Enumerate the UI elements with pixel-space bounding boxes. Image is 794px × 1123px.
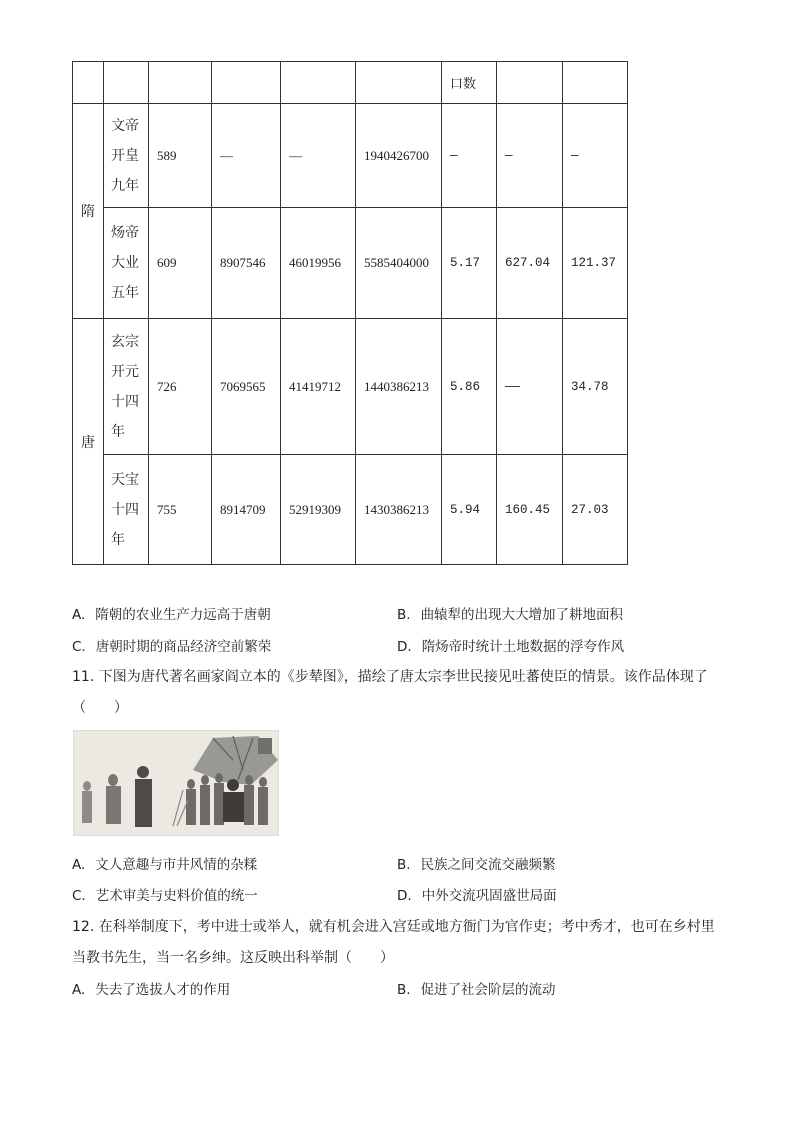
- per-capita-land-cell: 121.37: [563, 208, 628, 319]
- reign-line: 开元: [111, 363, 139, 380]
- q10-option-c[interactable]: [72, 635, 271, 655]
- option-text: 隋炀帝时统计土地数据的浮夸作风: [421, 639, 625, 655]
- option-text: 曲辕犁的出现大大增加了耕地面积: [420, 607, 624, 623]
- painting-image: [73, 730, 279, 836]
- q10-option-b[interactable]: [397, 603, 623, 623]
- table-cell: [212, 62, 281, 104]
- reign-cell: [104, 104, 149, 208]
- dynasty-cell: 唐: [73, 319, 104, 565]
- table-cell: [149, 62, 212, 104]
- reign-line: 大业: [111, 255, 139, 271]
- option-text: 中外交流巩固盛世局面: [421, 888, 557, 904]
- option-text: 艺术审美与史料价值的统一: [95, 888, 258, 904]
- option-text: 文人意趣与市井风情的杂糅: [95, 857, 258, 873]
- table-cell: [563, 62, 628, 104]
- option-label: C.: [72, 888, 86, 904]
- q10-option-a[interactable]: [72, 603, 271, 623]
- table-row: [73, 319, 628, 455]
- per-household-land-cell: ——: [497, 319, 563, 455]
- table-cell: [281, 62, 356, 104]
- q11-stem: 11. 下图为唐代著名画家阎立本的《步辇图》，描绘了唐太宗李世民接见吐蕃使臣的情景。该作品体现了: [72, 669, 708, 685]
- q10-option-d[interactable]: [397, 635, 624, 655]
- reign-cell: [104, 319, 149, 455]
- table-row: [73, 455, 628, 565]
- dynasty-cell: 隋: [73, 104, 104, 319]
- option-text: 民族之间交流交融频繁: [420, 857, 556, 873]
- reign-line: 炀帝: [111, 225, 139, 241]
- population-cell: 41419712: [281, 319, 356, 455]
- option-text: 隋朝的农业生产力远高于唐朝: [95, 607, 271, 623]
- q12-option-a[interactable]: [72, 978, 230, 998]
- reign-line: 玄宗: [111, 333, 139, 350]
- reign-cell: [104, 455, 149, 565]
- q11-option-b[interactable]: [397, 853, 556, 873]
- land-cell: 1940426700: [356, 104, 442, 208]
- land-cell: 5585404000: [356, 208, 442, 319]
- option-label: A.: [72, 982, 86, 998]
- year-cell: 589: [149, 104, 212, 208]
- reign-line: 十四: [111, 393, 139, 410]
- reign-line: 年: [111, 423, 125, 440]
- table-cell: [104, 62, 149, 104]
- data-table: [72, 61, 628, 565]
- option-text: 促进了社会阶层的流动: [420, 982, 556, 998]
- land-cell: 1440386213: [356, 319, 442, 455]
- option-label: B.: [397, 857, 411, 873]
- reign-line: 十四: [111, 501, 139, 518]
- reign-line: 开皇: [111, 147, 139, 164]
- option-text: 唐朝时期的商品经济空前繁荣: [95, 639, 272, 655]
- households-cell: 8907546: [212, 208, 281, 319]
- table-cell: [497, 62, 563, 104]
- households-cell: 8914709: [212, 455, 281, 565]
- table-cell: [73, 62, 104, 104]
- population-cell: 46019956: [281, 208, 356, 319]
- per-capita-land-cell: 34.78: [563, 319, 628, 455]
- table-row: [73, 208, 628, 319]
- per-household-land-cell: 160.45: [497, 455, 563, 565]
- per-household-cell: 5.17: [442, 208, 497, 319]
- households-cell: —: [212, 104, 281, 208]
- reign-cell: [104, 208, 149, 319]
- population-cell: —: [281, 104, 356, 208]
- per-capita-land-cell: —: [563, 104, 628, 208]
- header-cell-per-household: 口数: [442, 62, 497, 104]
- reign-line: 年: [111, 531, 125, 548]
- year-cell: 609: [149, 208, 212, 319]
- per-capita-land-cell: 27.03: [563, 455, 628, 565]
- per-household-land-cell: —: [497, 104, 563, 208]
- option-label: A.: [72, 857, 86, 873]
- q11-answer-blank: （ ）: [72, 700, 128, 716]
- q11-option-c[interactable]: [72, 884, 258, 904]
- reign-line: 文帝: [111, 117, 139, 134]
- per-household-cell: 5.86: [442, 319, 497, 455]
- year-cell: 726: [149, 319, 212, 455]
- table-header-row: [73, 62, 628, 104]
- option-label: C.: [72, 639, 86, 655]
- q11-option-a[interactable]: [72, 853, 257, 873]
- q12-stem-line-1: 12. 在科举制度下，考中进士或举人，就有机会进入宫廷或地方衙门为官作吏；考中秀才，也可在乡村里: [72, 919, 715, 935]
- option-label: D.: [397, 639, 412, 655]
- per-household-cell: 5.94: [442, 455, 497, 565]
- option-label: D.: [397, 888, 412, 904]
- option-label: A.: [72, 607, 86, 623]
- land-cell: 1430386213: [356, 455, 442, 565]
- per-household-land-cell: 627.04: [497, 208, 563, 319]
- year-cell: 755: [149, 455, 212, 565]
- per-household-cell: —: [442, 104, 497, 208]
- option-label: B.: [397, 982, 411, 998]
- reign-line: 九年: [111, 177, 139, 194]
- q12-stem-line-2: 当教书先生，当一名乡绅。这反映出科举制（ ）: [72, 950, 394, 966]
- q11-option-d[interactable]: [397, 884, 557, 904]
- q12-option-b[interactable]: [397, 978, 556, 998]
- option-label: B.: [397, 607, 411, 623]
- population-cell: 52919309: [281, 455, 356, 565]
- reign-line: 五年: [111, 285, 139, 301]
- households-cell: 7069565: [212, 319, 281, 455]
- option-text: 失去了选拔人才的作用: [95, 982, 231, 998]
- table-cell: [356, 62, 442, 104]
- table-row: [73, 104, 628, 208]
- reign-line: 天宝: [111, 471, 139, 488]
